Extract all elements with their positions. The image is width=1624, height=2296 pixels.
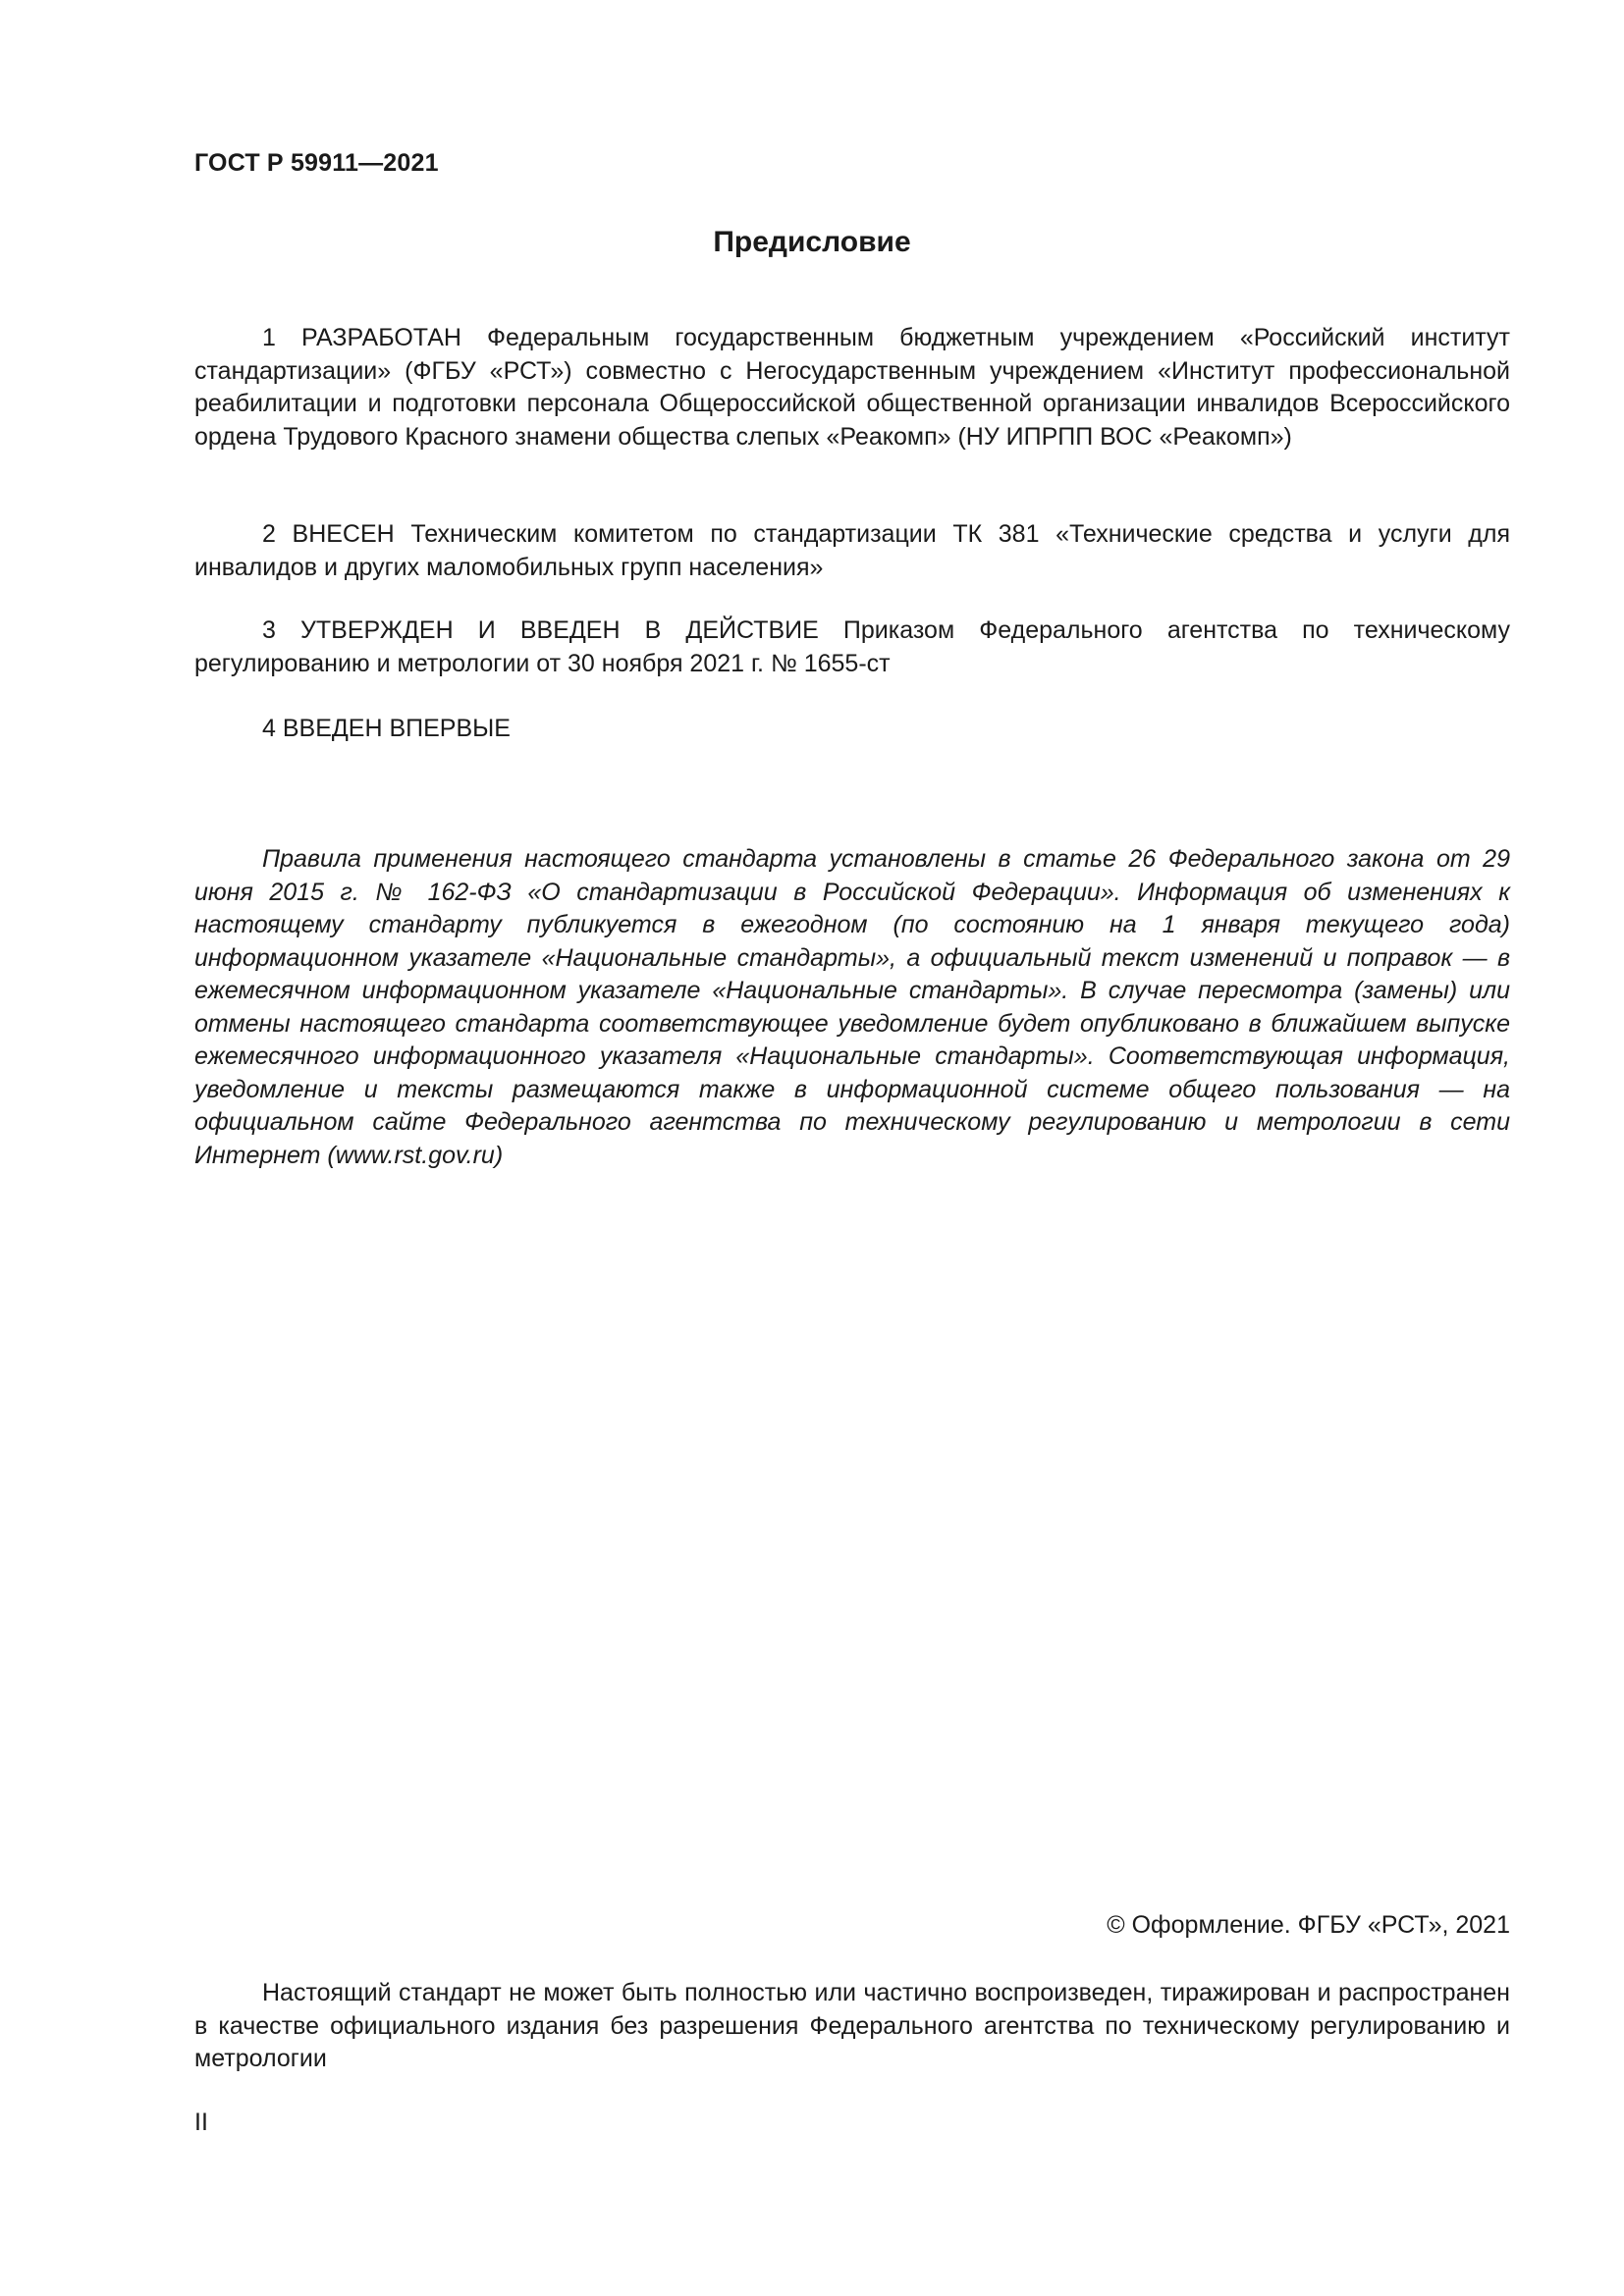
reproduction-notice: Настоящий стандарт не может быть полностью или частично воспроизведен, тиражирован и распространен в качестве официального издания без разрешения Федерального агентства по техническому регулированию и метрологии [194, 1979, 1510, 2072]
preface-item-3: 3 УТВЕРЖДЕН И ВВЕДЕН В ДЕЙСТВИЕ Приказом Федерального агентства по техническому регулированию и метрологии от 30 ноября 2021 г. № 1655-ст [194, 616, 1510, 677]
application-rules-note: Правила применения настоящего стандарта установлены в статье 26 Федерального закона от 29 июня 2015 г. № 162-ФЗ «О стандартизации в Российской Федерации». Информация об изменениях к настоящему стандарту публикуется в ежегодном (по состоянию на 1 января текущего года) информационном указателе «Национальные стандарты», а официальный текст изменений и поправок — в ежемесячном информационном указателе «Национальные стандарты». В случае пересмотра (замены) или отмены настоящего стандарта соответствующее уведомление будет опубликовано в ближайшем выпуске ежемесячного информационного указателя «Национальные стандарты». Соответствующая информация, уведомление и тексты размещаются также в информационной системе общего пользования — на официальном сайте Федерального агентства по техническому регулированию и метрологии в сети Интернет (www.rst.gov.ru) [194, 845, 1510, 1169]
copyright-line: © Оформление. ФГБУ «РСТ», 2021 [1107, 1911, 1510, 1939]
preface-item-2: 2 ВНЕСЕН Техническим комитетом по стандартизации ТК 381 «Технические средства и услуги для инвалидов и других маломобильных групп населения» [194, 520, 1510, 581]
page-number: II [194, 2109, 208, 2136]
document-code: ГОСТ Р 59911—2021 [194, 149, 439, 177]
page-title: Предисловие [713, 226, 911, 258]
preface-item-1: 1 РАЗРАБОТАН Федеральным государственным бюджетным учреждением «Российский институт стандартизации» (ФГБУ «РСТ») совместно с Негосударственным учреждением «Институт профессиональной реабилитации и подготовки персонала Общероссийской общественной организации инвалидов Всероссийского ордена Трудового Красного знамени общества слепых «Реакомп» (НУ ИПРПП ВОС «Реакомп») [194, 324, 1510, 451]
preface-item-4: 4 ВВЕДЕН ВПЕРВЫЕ [262, 715, 511, 742]
